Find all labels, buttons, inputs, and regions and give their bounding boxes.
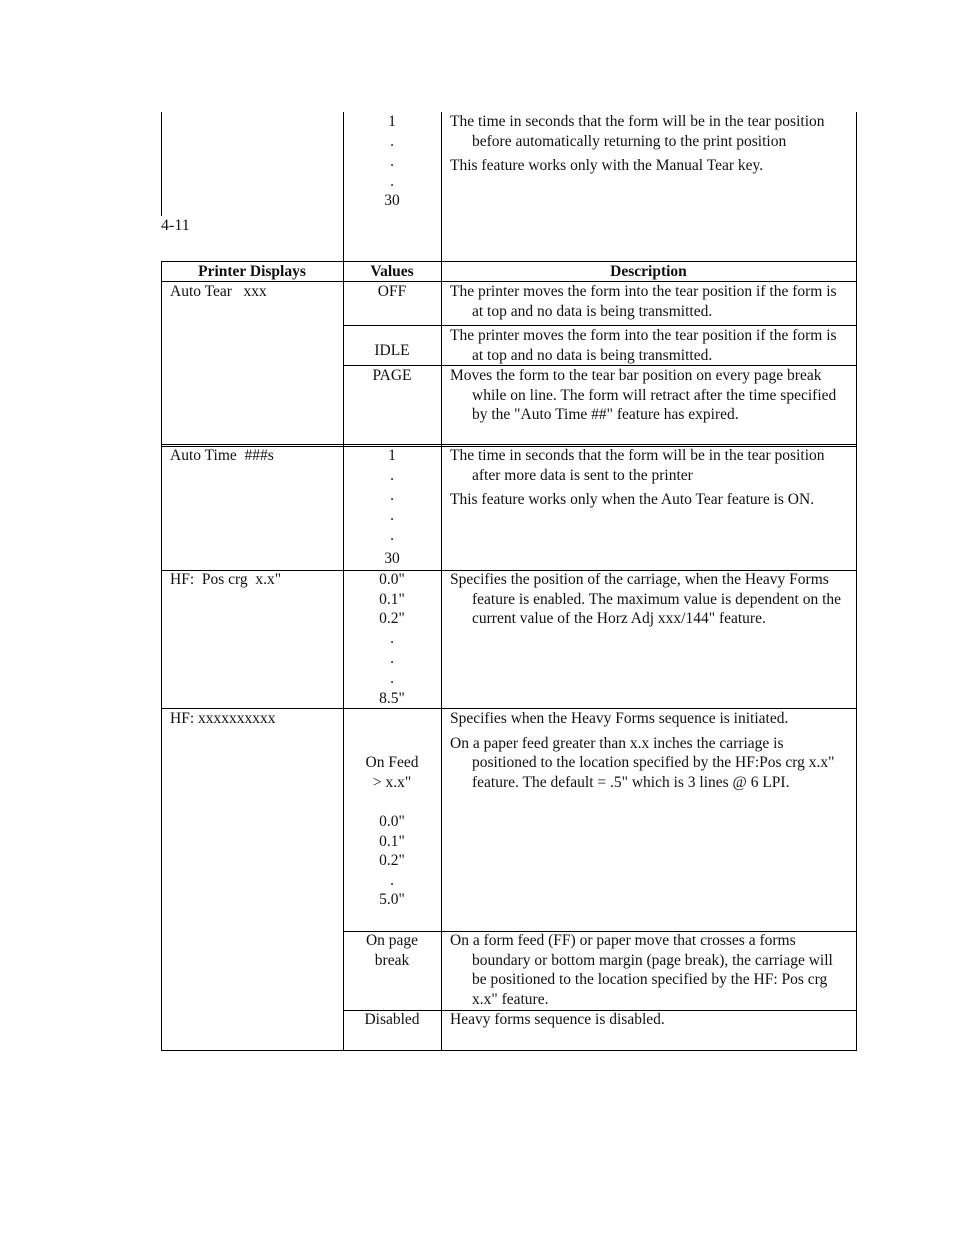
header-printer-displays: Printer Displays (198, 263, 306, 280)
value-line: . (390, 670, 394, 687)
page-number: 4-11 (161, 217, 190, 234)
description-paragraph: The printer moves the form into the tear position if the form is at top and no data is being transmitted. (450, 327, 837, 364)
value-disabled: Disabled (364, 1011, 420, 1028)
value-line: 1 (388, 447, 396, 464)
table-bottom-border (161, 1050, 857, 1051)
top-col-divider-2 (441, 112, 442, 262)
description-paragraph: The printer moves the form into the tear position if the form is at top and no data is being transmitted. (450, 283, 837, 320)
value-line: 0.1" (379, 591, 405, 608)
value-line: 0.1" (379, 833, 405, 850)
description-paragraph: The time in seconds that the form will be in the tear position after more data is sent to the printer (450, 447, 825, 484)
description-paragraph: The time in seconds that the form will be in the tear position before automatically returning to the print position (450, 113, 825, 150)
description-page (450, 366, 845, 425)
description-paragraph: This feature works only when the Auto Tear feature is ON. (450, 491, 815, 508)
value-idle: IDLE (374, 342, 410, 359)
value-line: On page (365, 932, 419, 949)
value-line: . (390, 527, 394, 544)
value-line: . (390, 487, 394, 504)
row-divider (161, 444, 857, 445)
description-auto-time (450, 446, 845, 510)
header-values: Values (370, 263, 414, 280)
description-paragraph: On a form feed (FF) or paper move that crosses a forms boundary or bottom margin (page break), the carriage will be positioned to the location specified by the HF: Pos crg x.x" feature. (450, 932, 833, 1008)
value-line: . (390, 650, 394, 667)
value-page: PAGE (372, 367, 412, 384)
value-line: 8.5" (379, 690, 405, 707)
value-line: 0.2" (379, 852, 405, 869)
value-line: 30 (384, 550, 400, 567)
value-line: . (390, 872, 394, 889)
top-right-border (856, 112, 857, 262)
value-line: . (390, 173, 394, 190)
value-line: . (390, 133, 394, 150)
value-line: . (390, 507, 394, 524)
display-hf-sequence: HF: xxxxxxxxxx (170, 710, 276, 727)
description-paragraph: On a paper feed greater than x.x inches the carriage is positioned to the location specified by the HF:Pos crg x.x" feature. The default = .5" which is 3 lines @ 6 LPI. (450, 734, 835, 791)
value-line: 5.0" (379, 891, 405, 908)
value-line: 0.2" (379, 610, 405, 627)
value-line: On Feed (365, 754, 419, 771)
table-col-divider-2 (441, 261, 442, 1051)
description-paragraph: Moves the form to the tear bar position on every page break while on line. The form will retract after the time specified by the "Auto Time ##" feature has expired. (450, 367, 837, 423)
table-right-border (856, 261, 857, 1051)
value-line: . (390, 630, 394, 647)
description-paragraph: Specifies the position of the carriage, when the Heavy Forms feature is enabled. The maximum value is dependent on the current value of the Horz Adj xxx/144" feature. (450, 571, 842, 627)
description-idle (450, 326, 845, 365)
value-line: 1 (388, 113, 396, 130)
display-hf-pos-crg: HF: Pos crg x.x" (170, 571, 282, 588)
value-line: 0.0" (379, 571, 405, 588)
value-line: 0.0" (379, 813, 405, 830)
table-left-border (161, 261, 162, 1051)
value-line: 30 (384, 192, 400, 209)
description-paragraph: This feature works only with the Manual Tear key. (450, 157, 764, 174)
top-left-border (161, 112, 162, 216)
description-off (450, 282, 845, 321)
value-line: break (374, 952, 410, 969)
description-hf-page-break (450, 931, 845, 1009)
description-paragraph: Heavy forms sequence is disabled. (450, 1011, 665, 1028)
value-line: > x.x" (372, 774, 412, 791)
display-auto-tear: Auto Tear xxx (170, 283, 267, 300)
description-paragraph: Specifies when the Heavy Forms sequence is initiated. (450, 710, 789, 727)
description-hf-pos-crg (450, 570, 845, 629)
description-hf-disabled (450, 1010, 845, 1030)
display-auto-time: Auto Time ###s (170, 447, 274, 464)
description-hf-on-feed (450, 709, 845, 792)
value-line: . (390, 153, 394, 170)
value-off: OFF (377, 283, 407, 300)
header-description: Description (610, 263, 687, 280)
top-fragment-description (450, 112, 845, 176)
value-line: . (390, 467, 394, 484)
